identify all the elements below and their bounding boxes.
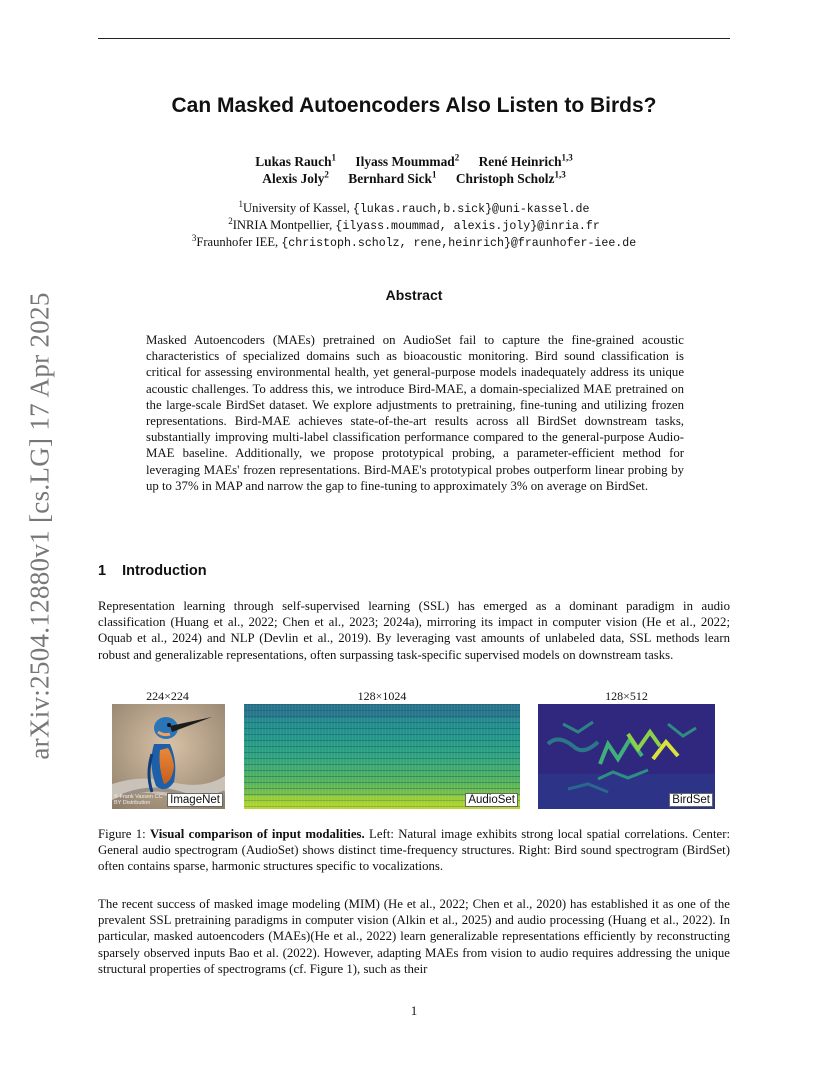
birdset-spectrogram (538, 704, 715, 809)
email[interactable]: {ilyass.moummad, alexis.joly}@inria.fr (335, 220, 600, 233)
figure-size-label: 128×512 (605, 689, 648, 703)
email[interactable]: {lukas.rauch,b.sick}@uni-kassel.de (352, 203, 590, 216)
paper-title: Can Masked Autoencoders Also Listen to Birds? (171, 94, 657, 117)
birdset-tag: BirdSet (669, 793, 713, 807)
figure-size-label: 128×1024 (357, 689, 407, 703)
affiliation: $^1$University of Kassel, {lukas.rauch,b.sick}@uni-kassel.de (238, 198, 590, 216)
top-rule (98, 38, 730, 39)
imagenet-tag: ImageNet (167, 793, 223, 807)
abstract-heading: Abstract (385, 287, 443, 303)
author: Ilyass Moummad$^2$ (355, 152, 460, 169)
authors-line-1 (0, 154, 828, 170)
author: Alexis Joly$^2$ (262, 169, 329, 186)
email[interactable]: {christoph.scholz, rene,heinrich}@fraunhofer-iee.de (281, 237, 637, 250)
photo-credit: © Frank Vassen CC BY Distribution (114, 794, 163, 806)
arxiv-identifier[interactable]: arXiv:2504.12880v1 [cs.LG] 17 Apr 2025 (24, 292, 55, 760)
body-paragraph: The recent success of masked image modeling (MIM) (He et al., 2022; Chen et al., 2020) has established it as one of the prevalent SSL pretraining paradigms in computer vision (Alkin et al., 2025) and audio processing (Huang et al., 2022). In particular, masked autoencoders (MAEs)(He et al., 2022) learn generalizable representations efficiently by reconstructing sparsely observed inputs Bao et al. (2022). However, adapting MAEs from vision to audio requires addressing the unique structural properties of spectrograms (cf. Figure 1), such as their (98, 897, 730, 976)
affiliation: $^2$INRIA Montpellier, {ilyass.moummad, alexis.joly}@inria.fr (228, 215, 600, 233)
imagenet-bird-image (112, 704, 225, 809)
section-heading: 1 Introduction (98, 563, 207, 579)
author: Lukas Rauch$^1$ (255, 152, 337, 169)
author: René Heinrich$^{1,3}$ (478, 152, 573, 169)
affiliation: $^3$Fraunhofer IEE, {christoph.scholz, rene,heinrich}@fraunhofer-iee.de (191, 232, 637, 250)
figure-size-label: 224×224 (146, 689, 189, 703)
intro-paragraph: Representation learning through self-supervised learning (SSL) has emerged as a dominant paradigm in audio classification (Huang et al., 2022; Chen et al., 2023; 2024a), mirroring its impact in computer vision (He et al., 2022; Oquab et al., 2024) and NLP (Devlin et al., 2019). By leveraging vast amounts of unlabeled data, SSL methods learn robust and generalizable representations, often surpassing task-specific supervised models on downstream tasks. (98, 599, 730, 662)
figure-caption: Figure 1: Visual comparison of input modalities. Left: Natural image exhibits strong local spatial correlations. Center: General audio spectrogram (AudioSet) shows distinct time-frequency structures. Right: Bird sound spectrogram (BirdSet) often contains sparse, harmonic structures specific to vocalizations. (98, 827, 731, 874)
author: Christoph Scholz$^{1,3}$ (455, 169, 566, 186)
audioset-spectrogram (244, 704, 520, 809)
author: Bernhard Sick$^1$ (348, 169, 437, 186)
abstract-text: Masked Autoencoders (MAEs) pretrained on AudioSet fail to capture the fine-grained acoustic characteristics of specialized domains such as bioacoustic monitoring. Bird sound classification is critical for assessing environmental health, yet general-purpose models inadequately address its unique acoustic challenges. To address this, we introduce Bird-MAE, a domain-specialized MAE pretrained on the large-scale BirdSet dataset. We explore adjustments to pretraining, fine-tuning and utilizing frozen representations. Bird-MAE achieves state-of-the-art results across all BirdSet downstream tasks, substantially improving multi-label classification performance compared to the general-purpose Audio-MAE baseline. Additionally, we propose prototypical probing, a parameter-efficient method for leveraging MAEs' frozen representations. Bird-MAE's prototypical probes outperform linear probing by up to 37% in MAP and narrow the gap to fine-tuning to approximately 3% on average on BirdSet. (146, 333, 684, 493)
audioset-tag: AudioSet (465, 793, 518, 807)
page-number: 1 (410, 1003, 418, 1018)
authors-line-2 (0, 171, 828, 187)
